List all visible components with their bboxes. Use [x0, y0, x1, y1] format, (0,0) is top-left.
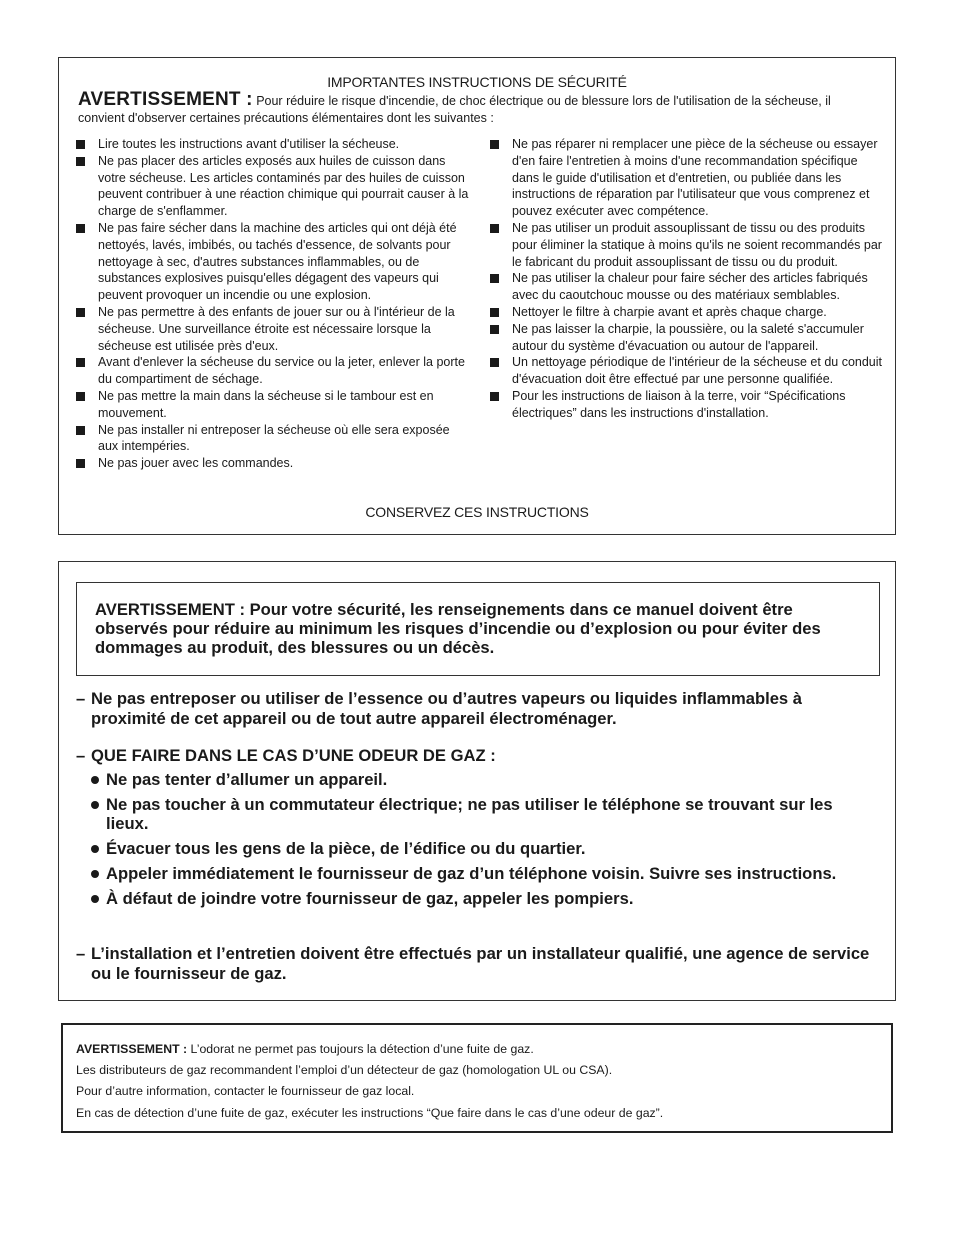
list-item: Ne pas laisser la charpie, la poussière, ou la saleté s'accumuler autour du système d'évacuation ou autour de l'appareil.	[489, 321, 883, 355]
bullet-text: Évacuer tous les gens de la pièce, de l’édifice ou du quartier.	[106, 839, 586, 858]
safety-intro	[78, 91, 868, 127]
list-item: Pour les instructions de liaison à la terre, voir “Spécifications électriques” dans les instructions d'installation.	[489, 388, 883, 422]
dash-item	[76, 689, 876, 728]
bullet-text: Ne pas toucher à un commutateur électrique; ne pas utiliser le téléphone se trouvant sur les lieux.	[106, 795, 833, 833]
intro-text: Pour réduire le risque d'incendie, de choc électrique ou de blessure lors de l'utilisation de la sécheuse, il convient d'observer certaines précautions élémentaires dont les suivantes :	[78, 94, 831, 125]
bullet-item	[91, 795, 876, 833]
bullet-item	[91, 864, 876, 883]
dash-text: Ne pas entreposer ou utiliser de l’essence ou d’autres vapeurs ou liquides inflammables à proximité de cet appareil ou de tout autre appareil électroménager.	[91, 689, 802, 728]
dash-marker: –	[76, 944, 86, 963]
bullet-dot-icon	[91, 845, 99, 853]
gas-detector-line	[76, 1039, 663, 1060]
list-item: Ne pas placer des articles exposés aux huiles de cuisson dans votre sécheuse. Les articles contaminés par des huiles de cuisson peuvent contribuer à une réaction chimique qui pourrait causer à la charge de s'enflammer.	[75, 153, 469, 220]
gas-detector-box	[61, 1023, 893, 1133]
gas-warning-statement: AVERTISSEMENT : Pour votre sécurité, les renseignements dans ce manuel doivent être observés pour réduire au minimum les risques d’incendie ou d’explosion ou pour éviter des dommages au produit, des blessures ou un décès.	[76, 582, 880, 676]
list-item: Un nettoyage périodique de l'intérieur de la sécheuse et du conduit d'évacuation doit être effectué par une personne qualifiée.	[489, 354, 883, 388]
list-item: Ne pas installer ni entreposer la sécheuse où elle sera exposée aux intempéries.	[75, 422, 469, 456]
gas-detector-text	[76, 1039, 663, 1124]
list-item: Lire toutes les instructions avant d'utiliser la sécheuse.	[75, 136, 469, 153]
dash-item	[76, 944, 876, 983]
bullet-item	[91, 839, 876, 858]
bullet-text: À défaut de joindre votre fournisseur de gaz, appeler les pompiers.	[106, 889, 634, 908]
bullet-item	[91, 889, 876, 908]
list-item: Ne pas faire sécher dans la machine des articles qui ont déjà été nettoyés, lavés, imbibés, ou tachés d'essence, de solvants pour nettoyage à sec, d'autres substances inflammables, ou de substances explosives puisqu'elles dégagent des vapeurs qui peuvent provoquer un incendie ou une explosion.	[75, 220, 469, 304]
dash-text: L’installation et l’entretien doivent être effectués par un installateur qualifié, une agence de service ou le fournisseur de gaz.	[91, 944, 870, 983]
gas-warning-box	[58, 561, 896, 1001]
bullet-dot-icon	[91, 870, 99, 878]
instructions-left-column	[75, 136, 469, 472]
list-item: Ne pas jouer avec les commandes.	[75, 455, 469, 472]
dash-text: QUE FAIRE DANS LE CAS D’UNE ODEUR DE GAZ :	[91, 746, 496, 765]
instructions-right-column	[489, 136, 883, 422]
warning-label: AVERTISSEMENT :	[78, 89, 253, 110]
list-item: Ne pas utiliser un produit assouplissant de tissu ou des produits pour éliminer la statique à moins qu'ils ne soient recommandés par le fabricant du produit assouplissant de tissu ou du produit.	[489, 220, 883, 270]
list-item: Ne pas permettre à des enfants de jouer sur ou à l'intérieur de la sécheuse. Une surveillance étroite est nécessaire lorsque la sécheuse est utilisée près d'eux.	[75, 304, 469, 354]
safety-instructions-title: IMPORTANTES INSTRUCTIONS DE SÉCURITÉ	[327, 74, 627, 90]
line-text: L’odorat ne permet pas toujours la détection d’une fuite de gaz.	[187, 1042, 534, 1056]
dash-marker: –	[76, 746, 86, 765]
bullet-dot-icon	[91, 801, 99, 809]
bullet-text: Appeler immédiatement le fournisseur de gaz d’un téléphone voisin. Suivre ses instructions.	[106, 864, 837, 883]
list-item: Ne pas utiliser la chaleur pour faire sécher des articles fabriqués avec du caoutchouc mousse ou des matériaux semblables.	[489, 270, 883, 304]
bullet-item	[91, 770, 876, 789]
list-item: Ne pas mettre la main dans la sécheuse si le tambour est en mouvement.	[75, 388, 469, 422]
gas-odor-steps	[91, 770, 876, 914]
bullet-dot-icon	[91, 895, 99, 903]
list-item: Nettoyer le filtre à charpie avant et après chaque charge.	[489, 304, 883, 321]
conserve-instructions: CONSERVEZ CES INSTRUCTIONS	[365, 504, 589, 520]
gas-detector-line: Pour d’autre information, contacter le fournisseur de gaz local.	[76, 1084, 415, 1099]
list-item: Ne pas réparer ni remplacer une pièce de la sécheuse ou essayer d'en faire l'entretien à moins d'une recommandation spécifique dans le guide d'utilisation et d'entretien, ou publiée dans les instructions de réparation par l'utilisateur que vous comprenez et pouvez exécuter avec compétence.	[489, 136, 883, 220]
list-item: Avant d'enlever la sécheuse du service ou la jeter, enlever la porte du compartiment de séchage.	[75, 354, 469, 388]
warning-label: AVERTISSEMENT :	[76, 1042, 188, 1056]
dash-item	[76, 746, 876, 766]
bullet-dot-icon	[91, 776, 99, 784]
dash-marker: –	[76, 689, 86, 708]
bullet-text: Ne pas tenter d’allumer un appareil.	[106, 770, 388, 789]
gas-detector-line: En cas de détection d’une fuite de gaz, exécuter les instructions “Que faire dans le cas d’une odeur de gaz”.	[76, 1105, 664, 1120]
gas-detector-line: Les distributeurs de gaz recommandent l’emploi d’un détecteur de gaz (homologation UL ou CSA).	[76, 1063, 613, 1078]
safety-instructions-box	[58, 57, 896, 535]
